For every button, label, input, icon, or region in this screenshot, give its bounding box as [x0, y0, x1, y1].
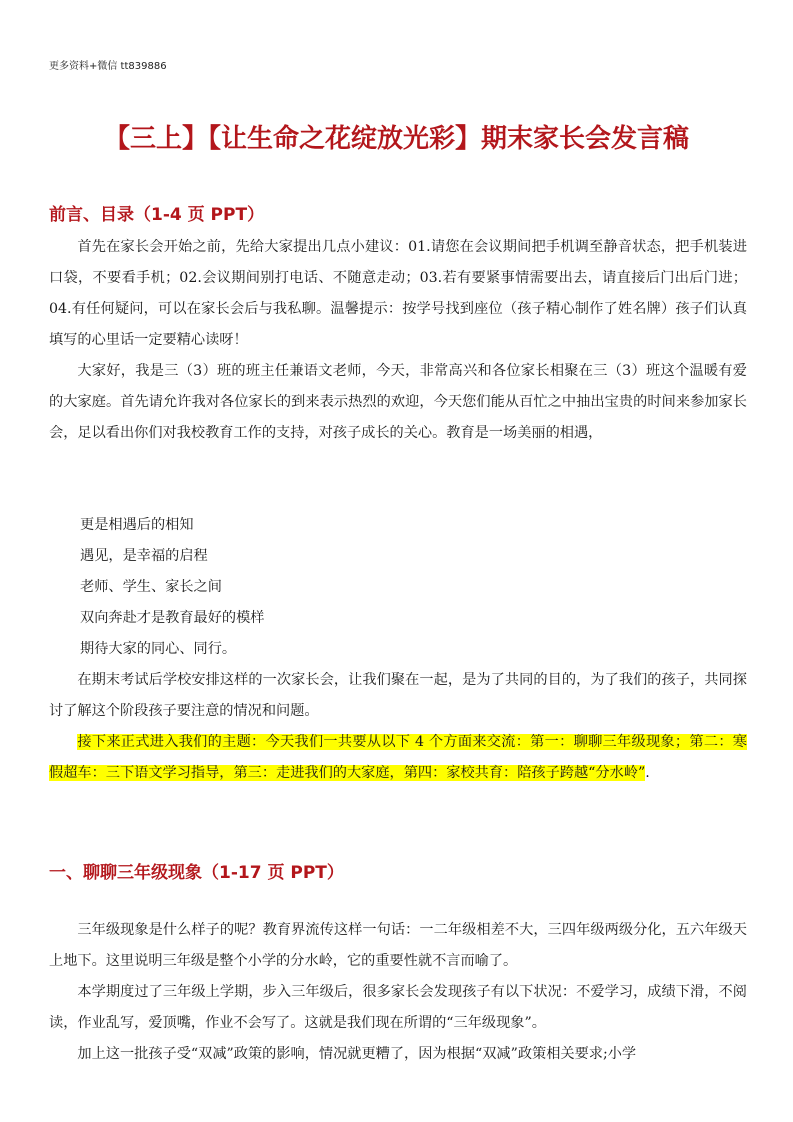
poem-line: 双向奔赴才是教育最好的模样 — [80, 610, 265, 626]
paragraph-double-reduction: 加上这一批孩子受“双减”政策的影响，情况就更糟了，因为根据“双减”政策相关要求;小学 — [77, 1046, 637, 1062]
poem-line: 老师、学生、家长之间 — [80, 579, 222, 595]
watermark: 更多资料+微信 tt839886 — [49, 61, 167, 72]
paragraph-greeting: 大家好，我是三（3）班的班主任兼语文老师，今天，非常高兴和各位家长相聚在三（3）班这个温暖有爱的大家庭。首先请允许我对各位家长的到来表示热烈的欢迎，今天您们能从百忙之中抽出宝贵的时间来参加家长会，足以看出你们对我校教育工作的支持，对孩子成长的关心。教育是一场美丽的相遇， — [49, 363, 747, 441]
agenda-tail: . — [645, 765, 650, 781]
paragraph-grade3-symptoms: 本学期度过了三年级上学期，步入三年级后，很多家长会发现孩子有以下状况：不爱学习，成绩下滑，不阅读，作业乱写，爱顶嘴，作业不会写了。这就是我们现在所谓的“三年级现象”。 — [49, 984, 747, 1031]
section-heading-preface: 前言、目录（1-4 页 PPT） — [49, 205, 265, 225]
poem-line: 遇见，是幸福的启程 — [80, 548, 208, 564]
poem-line: 期待大家的同心、同行。 — [80, 641, 237, 657]
highlighted-agenda-text: 接下来正式进入我们的主题：今天我们一共要从以下 4 个方面来交流：第一：聊聊三年级现象；第二：寒假超车：三下语文学习指导，第三：走进我们的大家庭，第四：家校共育：陪孩子跨越“分水岭” — [49, 734, 747, 781]
paragraph-agenda-highlighted — [49, 727, 747, 789]
paragraph-suggestions: 首先在家长会开始之前，先给大家提出几点小建议：01.请您在会议期间把手机调至静音状态，把手机装进口袋，不要看手机；02.会议期间别打电话、不随意走动；03.若有要紧事情需要出去，请直接后门出后门进；04.有任何疑问，可以在家长会后与我私聊。温馨提示：按学号找到座位（孩子精心制作了姓名牌）孩子们认真填写的心里话一定要精心读呀！ — [49, 239, 747, 348]
section-heading-grade3: 一、聊聊三年级现象（1-17 页 PPT） — [49, 863, 344, 883]
document-title: 【三上】【让生命之花绽放光彩】期末家长会发言稿 — [103, 124, 689, 154]
paragraph-purpose: 在期末考试后学校安排这样的一次家长会，让我们聚在一起，是为了共同的目的，为了我们的孩子，共同探讨了解这个阶段孩子要注意的情况和问题。 — [49, 672, 747, 719]
paragraph-grade3-intro: 三年级现象是什么样子的呢？教育界流传这样一句话：一二年级相差不大，三四年级两级分化，五六年级天上地下。这里说明三年级是整个小学的分水岭，它的重要性就不言而喻了。 — [49, 922, 747, 969]
poem-line: 更是相遇后的相知 — [80, 517, 194, 533]
